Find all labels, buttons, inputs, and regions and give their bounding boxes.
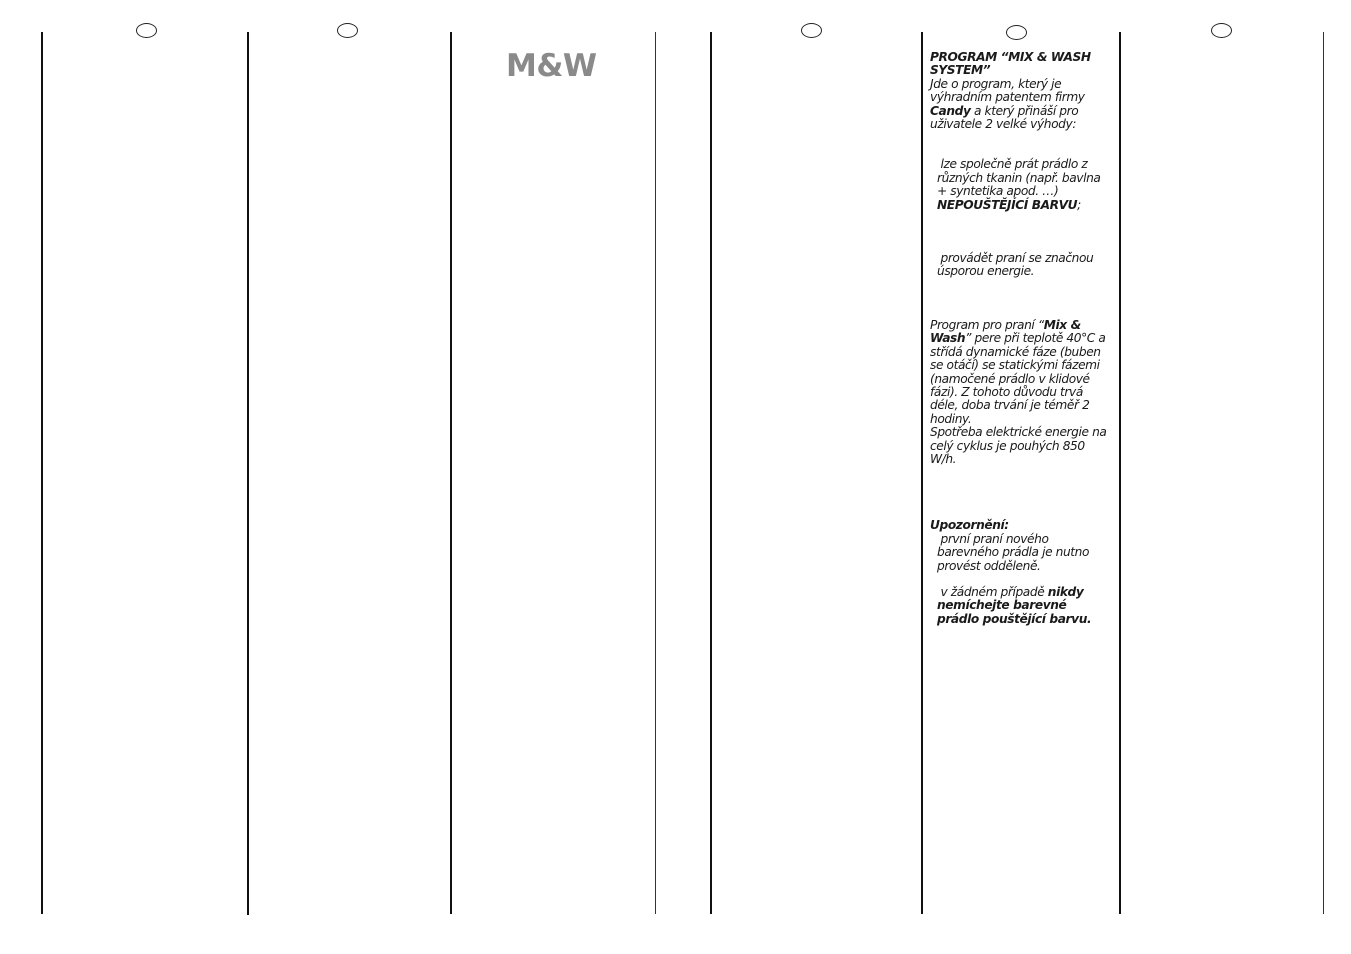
- benefit-2: provádět praní se značnou úsporou energie.: [937, 251, 1094, 279]
- language-marker-icon: [1211, 23, 1232, 38]
- column-divider-7: [1119, 32, 1121, 914]
- column-divider-2: [247, 32, 249, 915]
- warning-1: první praní nového barevného prádla je nutno provést odděleně.: [937, 531, 1090, 573]
- language-marker-icon: [1006, 25, 1027, 40]
- column-divider-6: [921, 32, 923, 914]
- benefit-1: lze společně prát prádlo z různých tkanin (např. bavlna + syntetika apod. …) NEPOUŠTĚJÍCÍ BARVU;: [937, 157, 1101, 212]
- program-intro: Jde o program, který je výhradním patentem firmy Candy a který přináší pro uživatele 2 velké výhody:: [930, 76, 1085, 132]
- column-divider-1: [41, 32, 43, 914]
- energy-consumption: Spotřeba elektrické energie na celý cyklus je pouhých 850 W/h.: [930, 425, 1107, 466]
- language-marker-icon: [801, 23, 822, 38]
- warning-title: Upozornění:: [930, 518, 1009, 533]
- warning-2: v žádném případě nikdy nemíchejte barevné prádlo pouštějící barvu.: [937, 584, 1092, 626]
- column-divider-5: [710, 32, 712, 914]
- program-title: PROGRAM “MIX & WASH SYSTEM”: [930, 50, 1091, 78]
- brand-name: Candy: [930, 103, 971, 118]
- language-marker-icon: [337, 23, 358, 38]
- program-description-column: [930, 51, 1112, 626]
- program-details: Program pro praní “Mix & Wash” pere při teplotě 40°C a střídá dynamické fáze (buben se otáčí) se statickými fázemi (namočené prádlo v klidové fázi). Z tohoto důvodu trvá déle, doba trvání je téměř 2 hodiny.: [930, 317, 1106, 426]
- language-marker-icon: [136, 23, 157, 38]
- column-divider-4: [655, 32, 656, 914]
- column-divider-8: [1323, 32, 1324, 914]
- column-divider-3: [450, 32, 452, 914]
- mix-wash-logo: M&W: [506, 48, 597, 84]
